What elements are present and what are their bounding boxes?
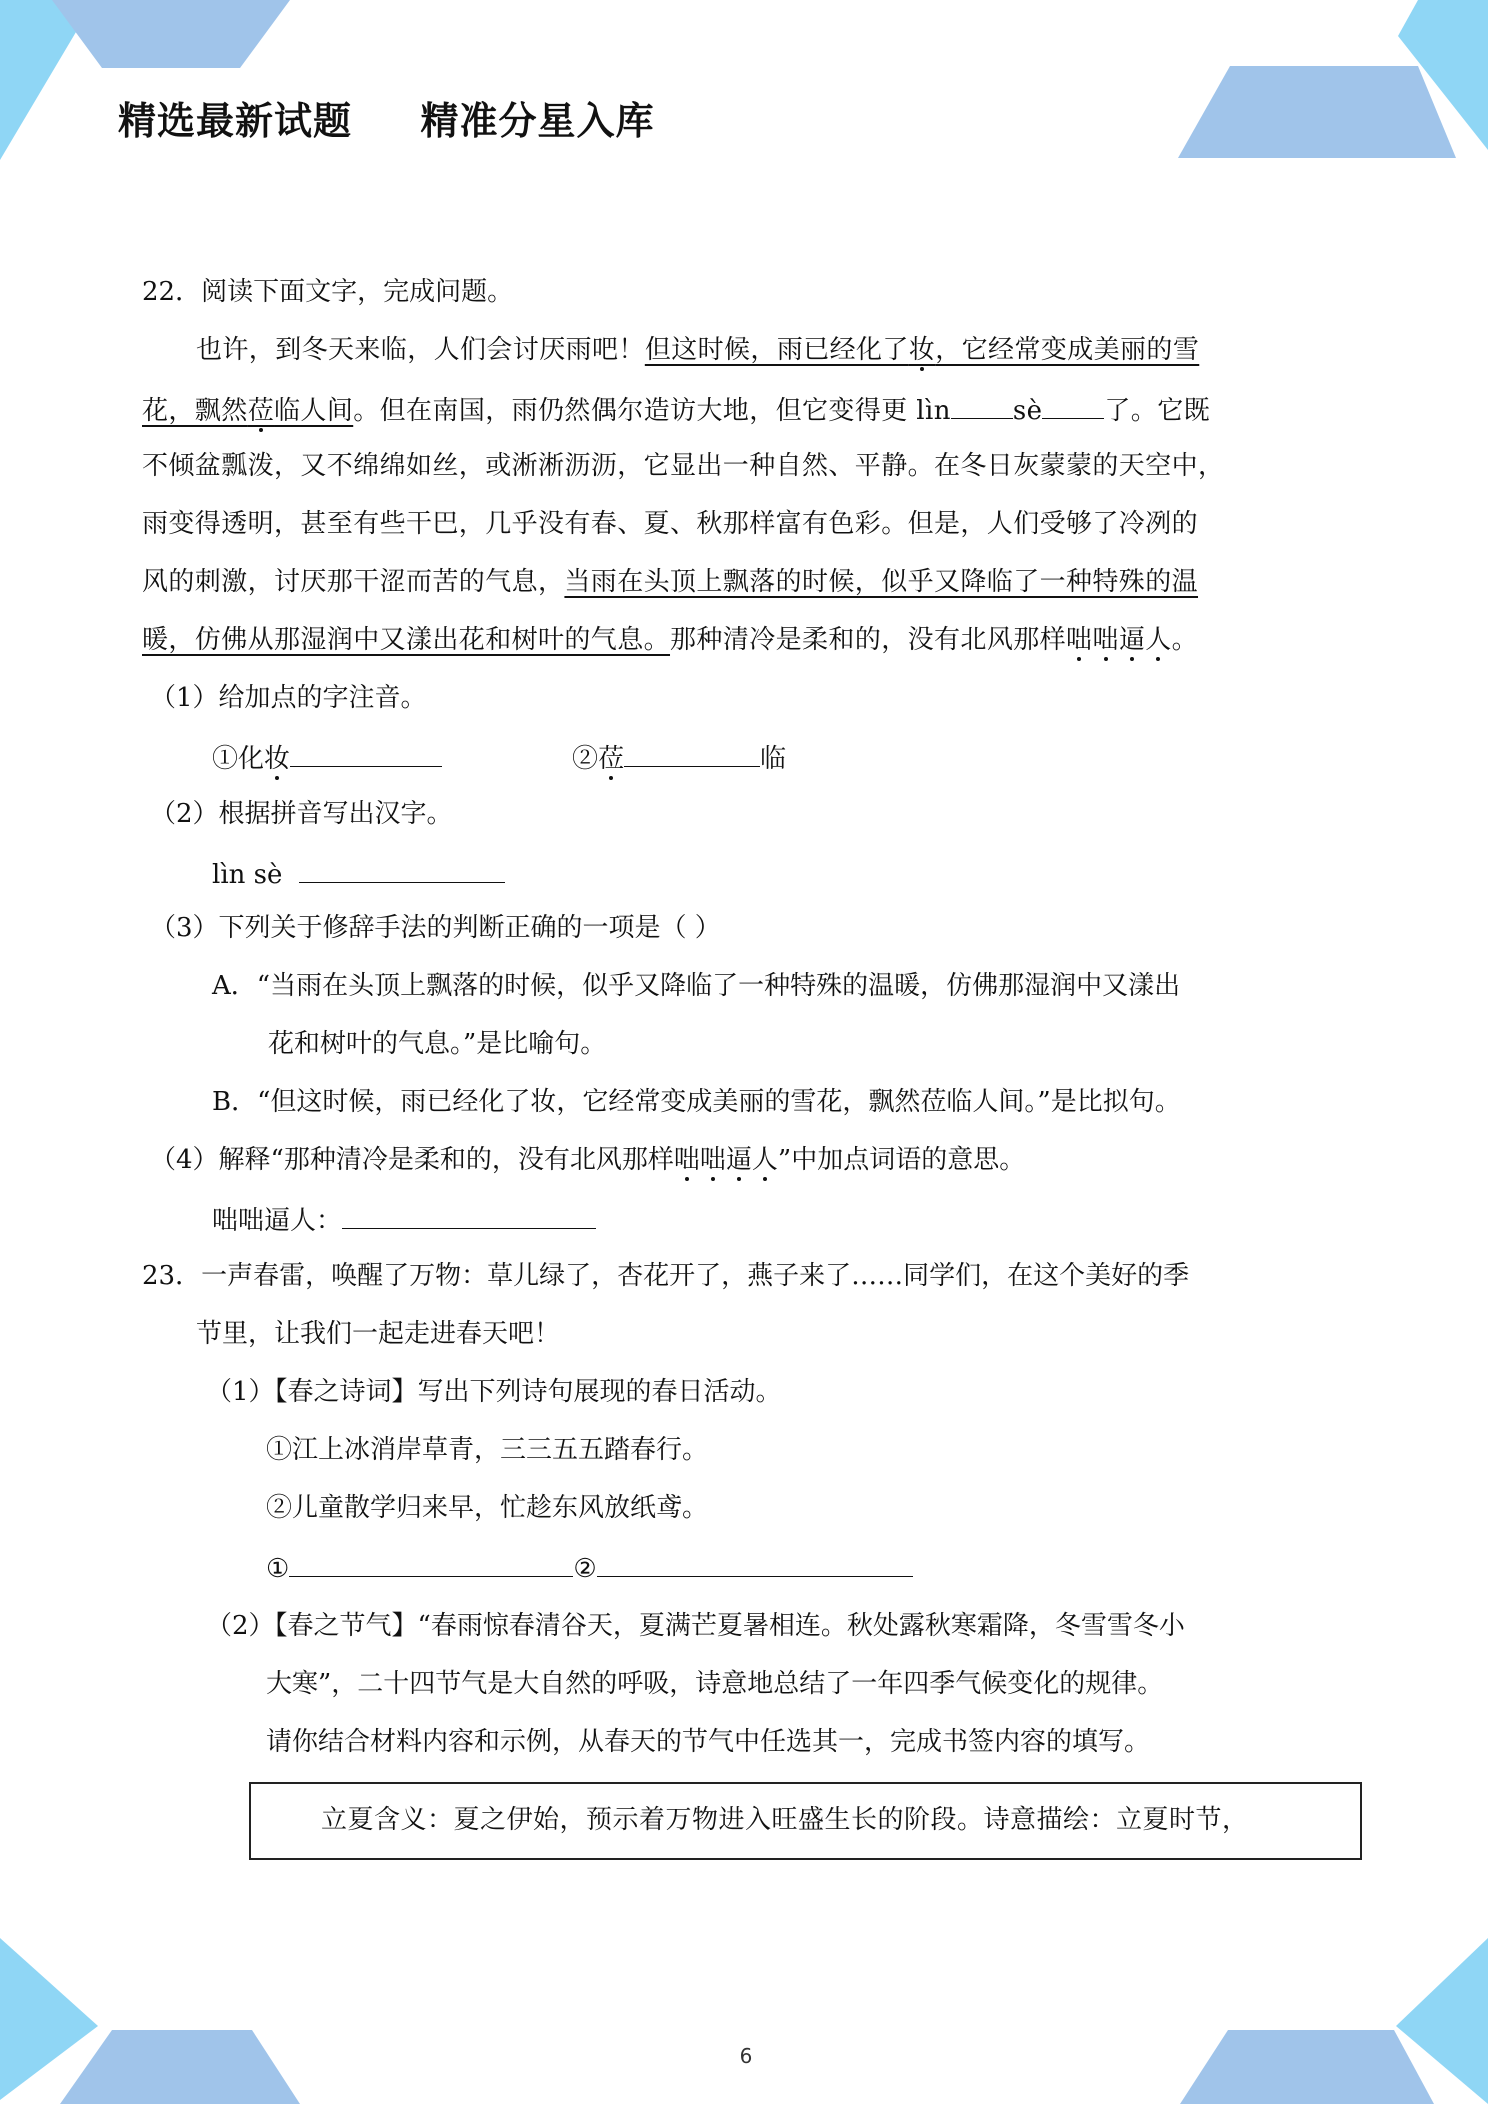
dotted-char-duo-q2: 咄 [699,1145,726,1175]
q23-sub2-line-3: 请你结合材料内容和示例，从春天的节气中任选其一，完成书签内容的填写。 [266,1727,1151,1757]
page-number: 6 [739,2044,753,2068]
option-a-line-2: 花和树叶的气息。”是比喻句。 [268,1029,607,1059]
answer-blank-duoduobiren[interactable] [342,1198,596,1229]
underlined-sentence-1b: 花，飘然莅临人间 [142,396,354,426]
deco-top-left-trapezoid [52,0,290,68]
footer-decoration [0,1930,1488,2104]
q23-stem-line-2: 节里，让我们一起走进春天吧！ [196,1319,561,1349]
q22-sub1-item-a: ①化妆 [212,736,442,779]
header-title-left: 精选最新试题 [118,99,353,143]
option-a-line-1[interactable]: A．“当雨在头顶上飘落的时候，似乎又降临了一种特殊的温暖，仿佛那湿润中又漾出 [212,971,1181,1001]
passage-line-6: 暖，仿佛从那湿润中又漾出花和树叶的气息。那种清冷是柔和的，没有北风那样咄咄逼人。 [142,625,1199,655]
deco-top-right-trapezoid [1178,66,1456,158]
dotted-char-zhuang-q: 妆 [264,744,291,774]
answer-blank-poem-2[interactable] [597,1546,913,1577]
pinyin-lin-se: lìn sè [212,860,283,890]
dotted-char-ren-q: 人 [751,1145,778,1175]
dotted-char-li-q: 莅 [598,744,625,774]
q22-sub4-answer: 咄咄逼人： [212,1198,596,1241]
passage-line-1: 也许，到冬天来临，人们会讨厌雨吧！但这时候，雨已经化了妆，它经常变成美丽的雪 [196,335,1200,365]
poem-line-1: ①江上冰消岸草青，三三五五踏春行。 [266,1435,709,1465]
dotted-char-duo-1: 咄 [1066,625,1093,655]
q22-stem: 22．阅读下面文字，完成问题。 [142,277,514,307]
poem-line-2: ②儿童散学归来早，忙趁东风放纸鸢。 [266,1493,709,1523]
q23-sub1-answers: ① ② [266,1546,913,1589]
q23-sub2-line-1: （2）【春之节气】“春雨惊春清谷天，夏满芒夏暑相连。秋处露秋寒霜降，冬雪雪冬小 [206,1611,1185,1641]
deco-bottom-right-trapezoid [1180,2030,1434,2104]
q22-sub2-stem: （2）根据拼音写出汉字。 [150,799,453,829]
passage-line-2: 花，飘然莅临人间。但在南国，雨仍然偶尔造访大地，但它变得更 lìn sè 了。它既 [142,388,1210,431]
q23-sub1-stem: （1）【春之诗词】写出下列诗句展现的春日活动。 [206,1377,782,1407]
dotted-char-bi-q: 逼 [725,1145,752,1175]
answer-blank-poem-1[interactable] [289,1546,573,1577]
bookmark-box [249,1782,1362,1860]
passage-line-3: 不倾盆瓢泼，又不绵绵如丝，或淅淅沥沥，它显出一种自然、平静。在冬日灰蒙蒙的天空中， [142,451,1225,481]
q22-sub1-stem: （1）给加点的字注音。 [150,683,427,713]
dotted-char-duo-q1: 咄 [673,1145,700,1175]
underlined-sentence-1a: 但这时候，雨已经化了妆，它经常变成美丽的雪 [644,335,1200,365]
underlined-sentence-2a: 当雨在头顶上飘落的时候，似乎又降临了一种特殊的温 [564,567,1199,597]
underlined-sentence-2b: 暖，仿佛从那湿润中又漾出花和树叶的气息。 [142,625,671,655]
header-title [118,90,655,145]
q22-sub3-stem: （3）下列关于修辞手法的判断正确的一项是（ ） [150,913,721,943]
answer-blank-pinyin[interactable] [299,852,505,883]
pinyin-blank-2 [1042,388,1104,419]
header-title-right: 精准分星入库 [420,99,655,143]
dotted-char-li: 莅 [247,396,275,426]
deco-bottom-left-trapezoid [60,2030,300,2104]
bookmark-text: 立夏含义：夏之伊始，预示着万物进入旺盛生长的阶段。诗意描绘：立夏时节， [321,1805,1249,1835]
q22-sub1-item-b: ②莅 临 [572,736,786,779]
dotted-char-ren: 人 [1145,625,1172,655]
dotted-char-zhuang: 妆 [908,335,936,365]
dotted-char-duo-2: 咄 [1092,625,1119,655]
answer-blank-zhuang[interactable] [290,736,442,767]
q23-stem-line-1: 23．一声春雷，唤醒了万物：草儿绿了，杏花开了，燕子来了……同学们，在这个美好的季 [142,1261,1190,1291]
passage-line-4: 雨变得透明，甚至有些干巴，几乎没有春、夏、秋那样富有色彩。但是，人们受够了冷冽的 [142,509,1199,539]
q23-sub2-line-2: 大寒”，二十四节气是大自然的呼吸，诗意地总结了一年四季气候变化的规律。 [266,1669,1164,1699]
q22-sub4-stem: （4）解释“那种清冷是柔和的，没有北风那样咄咄逼人”中加点词语的意思。 [150,1145,1026,1175]
pinyin-blank-1 [951,388,1013,419]
option-b[interactable]: B．“但这时候，雨已经化了妆，它经常变成美丽的雪花，飘然莅临人间。”是比拟句。 [212,1087,1181,1117]
answer-blank-li[interactable] [624,736,760,767]
dotted-char-bi: 逼 [1118,625,1146,655]
q22-sub2-answer [212,852,505,895]
passage-line-5: 风的刺激，讨厌那干涩而苦的气息，当雨在头顶上飘落的时候，似乎又降临了一种特殊的温 [142,567,1199,597]
